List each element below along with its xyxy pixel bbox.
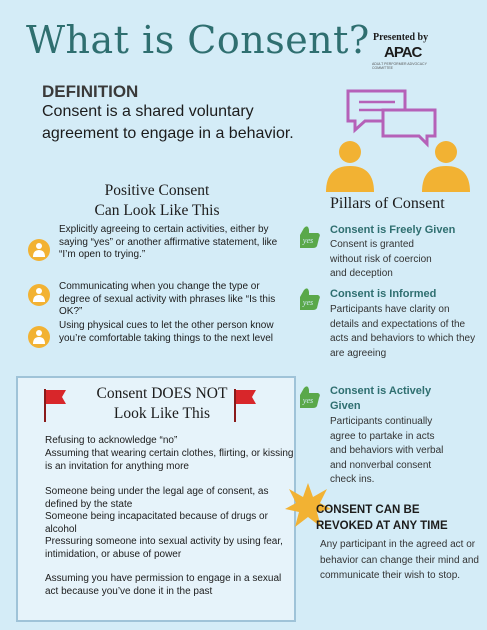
logo: APAC bbox=[384, 44, 422, 61]
pillar-heading-line2: Given bbox=[330, 400, 361, 412]
revoke-heading-line1: CONSENT CAN BE bbox=[316, 504, 420, 516]
svg-text:yes: yes bbox=[302, 236, 314, 245]
pillar-text: Consent is granted without risk of coercion and deception bbox=[330, 239, 432, 279]
two-people-icon bbox=[318, 140, 478, 192]
pillar-heading: Consent is Informed bbox=[330, 288, 437, 300]
revoke-heading bbox=[316, 502, 448, 534]
revoke-heading-line2: REVOKED AT ANY TIME bbox=[316, 520, 448, 532]
positive-item: Explicitly agreeing to certain activities, either by saying “yes” or another affirmative statement, like “I’m open to trying.” bbox=[59, 224, 278, 260]
consent-does-not-heading bbox=[62, 384, 262, 424]
negative-item: Someone being incapacitated because of drugs or alcohol bbox=[45, 511, 268, 535]
person-icon bbox=[28, 326, 50, 348]
presented-by: Presented by bbox=[373, 32, 429, 43]
yes-thumb-icon bbox=[296, 384, 322, 410]
pillars-heading: Pillars of Consent bbox=[330, 195, 445, 212]
yes-thumb-icon bbox=[296, 224, 322, 250]
pillar-text: Participants have clarity on details and expectations of the acts and behaviors to which they are agreeing bbox=[330, 304, 476, 359]
svg-text:yes: yes bbox=[302, 396, 314, 405]
yes-thumb-icon bbox=[296, 286, 322, 312]
definition-heading: DEFINITION bbox=[42, 82, 139, 101]
revoke-text: Any participant in the agreed act or behavior can change their mind and communicate their wish to stop. bbox=[320, 539, 479, 581]
positive-consent-heading bbox=[62, 181, 252, 221]
pillar-heading bbox=[330, 384, 431, 414]
negative-item: Someone being under the legal age of consent, as defined by the state bbox=[45, 486, 269, 510]
pillar-text: Participants continually agree to partake in acts and behaviors with verbal and nonverbal consent check ins. bbox=[330, 416, 444, 485]
positive-heading-line1: Positive Consent bbox=[104, 182, 210, 199]
definition-text: Consent is a shared voluntary agreement to engage in a behavior. bbox=[42, 103, 294, 142]
negative-item: Pressuring someone into sexual activity by using fear, intimidation, or abuse of power bbox=[45, 536, 283, 560]
positive-heading-line2: Can Look Like This bbox=[94, 202, 220, 219]
positive-item: Using physical cues to let the other person know you’re comfortable taking things to the next level bbox=[59, 320, 274, 344]
pillar-heading-line1: Consent is Actively bbox=[330, 385, 432, 397]
negative-heading-line1: Consent DOES NOT bbox=[96, 385, 228, 402]
positive-item: Communicating when you change the type or degree of sexual activity with phrases like “Is this OK?” bbox=[59, 281, 276, 317]
person-icon bbox=[28, 239, 50, 261]
negative-item: Assuming you have permission to engage in a sexual act because you’ve done it in the past bbox=[45, 573, 282, 597]
page-title: What is Consent? bbox=[26, 18, 370, 62]
negative-item: Assuming that wearing certain clothes, flirting, or kissing is an invitation for anything more bbox=[45, 448, 294, 472]
negative-heading-line2: Look Like This bbox=[113, 405, 211, 422]
negative-item: Refusing to acknowledge “no” bbox=[45, 435, 178, 446]
person-icon bbox=[28, 284, 50, 306]
logo-subtext: ADULT PERFORMER ADVOCACY COMMITTEE bbox=[372, 62, 427, 70]
speech-bubbles-icon bbox=[345, 88, 440, 148]
pillar-heading: Consent is Freely Given bbox=[330, 224, 456, 236]
svg-text:yes: yes bbox=[302, 298, 314, 307]
